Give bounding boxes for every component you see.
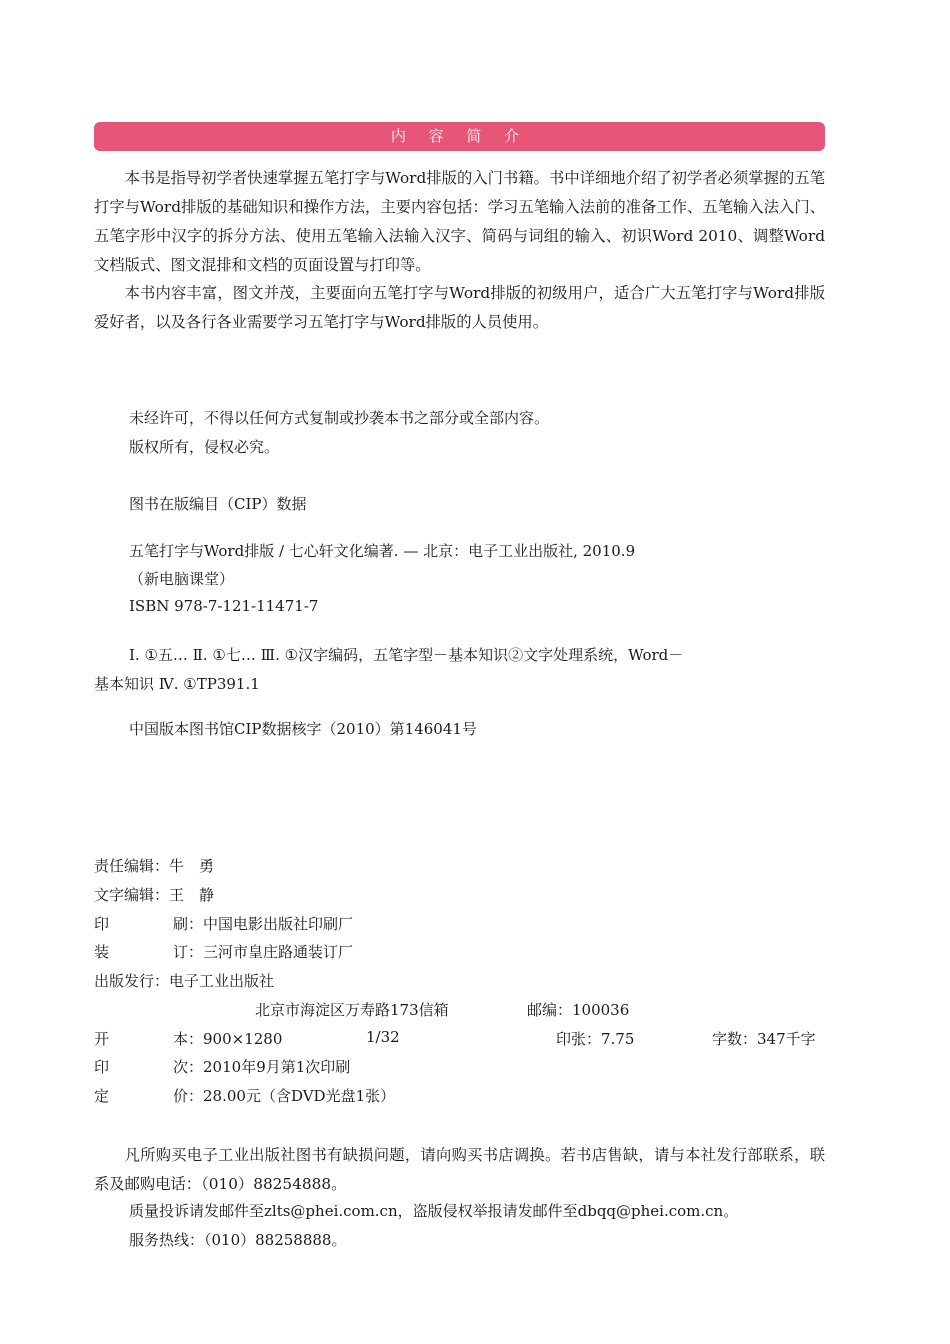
binder-name: 三河市皇庄路通装订厂 — [203, 943, 354, 961]
defect-notice: 凡所购买电子工业出版社图书有缺损问题，请向购买书店调换。若书店售缺，请与本社发行部联系，联系及邮购电话：（010）88254888。 — [94, 1146, 825, 1193]
edition-label-a: 印 — [94, 1058, 110, 1076]
word-count: 字数：347千字 — [712, 1030, 816, 1048]
service-hotline: 服务热线：（010）88258888。 — [129, 1231, 347, 1249]
publisher-label: 出版发行： — [94, 972, 170, 990]
printer-name: 中国电影出版社印刷厂 — [203, 915, 354, 933]
cip-isbn: ISBN 978-7-121-11471-7 — [129, 597, 319, 615]
price-label-b: 价： — [173, 1087, 204, 1105]
format-label-b: 本： — [173, 1030, 204, 1048]
format-row — [173, 1028, 282, 1049]
price-label-a: 定 — [94, 1087, 110, 1105]
cip-number: 中国版本图书馆CIP数据核字（2010）第146041号 — [129, 720, 477, 738]
binder-label-a: 装 — [94, 943, 110, 961]
editor-row — [94, 855, 214, 876]
intro-paragraph-1: 本书是指导初学者快速掌握五笔打字与Word排版的入门书籍。书中详细地介绍了初学者必须掌握的五笔打字与Word排版的基础知识和操作方法，主要内容包括：学习五笔输入法前的准备工作、五笔输入法入门、五笔字形中汉字的拆分方法、使用五笔输入法输入汉字、简码与词组的输入、初识Word 2010、调整Word文档版式、图文混排和文档的页面设置与打印等。 — [94, 169, 825, 274]
cip-heading: 图书在版编目（CIP）数据 — [129, 495, 307, 513]
binder-row — [173, 941, 353, 962]
sheets-value: 印张：7.75 — [556, 1030, 635, 1048]
printer-row — [173, 913, 353, 934]
postcode: 邮编：100036 — [527, 1001, 630, 1019]
cip-series: （新电脑课堂） — [129, 570, 235, 588]
publisher-address: 北京市海淀区万寿路173信箱 — [255, 1001, 449, 1019]
printer-label-b: 刷： — [173, 915, 204, 933]
format-label-a: 开 — [94, 1030, 110, 1048]
fold-value: 1/32 — [366, 1028, 400, 1046]
text-editor-row — [94, 884, 214, 905]
publisher-row — [94, 970, 274, 991]
printer-label-a: 印 — [94, 915, 110, 933]
copyright-notice: 未经许可，不得以任何方式复制或抄袭本书之部分或全部内容。 — [129, 409, 550, 427]
edition-label-b: 次： — [173, 1058, 204, 1076]
text-editor-label: 文字编辑： — [94, 886, 170, 904]
section-title-banner: 内 容 简 介 — [94, 122, 825, 151]
cip-classification-1: Ⅰ. ①五… Ⅱ. ①七… Ⅲ. ①汉字编码，五笔字型－基本知识②文字处理系统，Word－ — [129, 646, 684, 664]
rights-reserved: 版权所有，侵权必究。 — [129, 438, 280, 456]
cip-title-line: 五笔打字与Word排版 / 七心轩文化编著. — 北京：电子工业出版社, 2010.9 — [129, 542, 636, 560]
price-row — [173, 1085, 395, 1106]
cip-classification-2: 基本知识 Ⅳ. ①TP391.1 — [94, 675, 260, 693]
text-editor-name: 王 静 — [169, 886, 215, 904]
complaint-email: 质量投诉请发邮件至zlts@phei.com.cn，盗版侵权举报请发邮件至dbqq@phei.com.cn。 — [129, 1202, 739, 1220]
binder-label-b: 订： — [173, 943, 204, 961]
price-value: 28.00元（含DVD光盘1张） — [203, 1087, 396, 1105]
format-value: 900×1280 — [203, 1030, 283, 1048]
editor-label: 责任编辑： — [94, 857, 170, 875]
intro-paragraph-2: 本书内容丰富，图文并茂，主要面向五笔打字与Word排版的初级用户，适合广大五笔打字与Word排版爱好者，以及各行各业需要学习五笔打字与Word排版的人员使用。 — [94, 284, 825, 331]
publisher-name: 电子工业出版社 — [169, 972, 275, 990]
editor-name: 牛 勇 — [169, 857, 215, 875]
edition-row — [173, 1056, 350, 1077]
edition-value: 2010年9月第1次印刷 — [203, 1058, 351, 1076]
